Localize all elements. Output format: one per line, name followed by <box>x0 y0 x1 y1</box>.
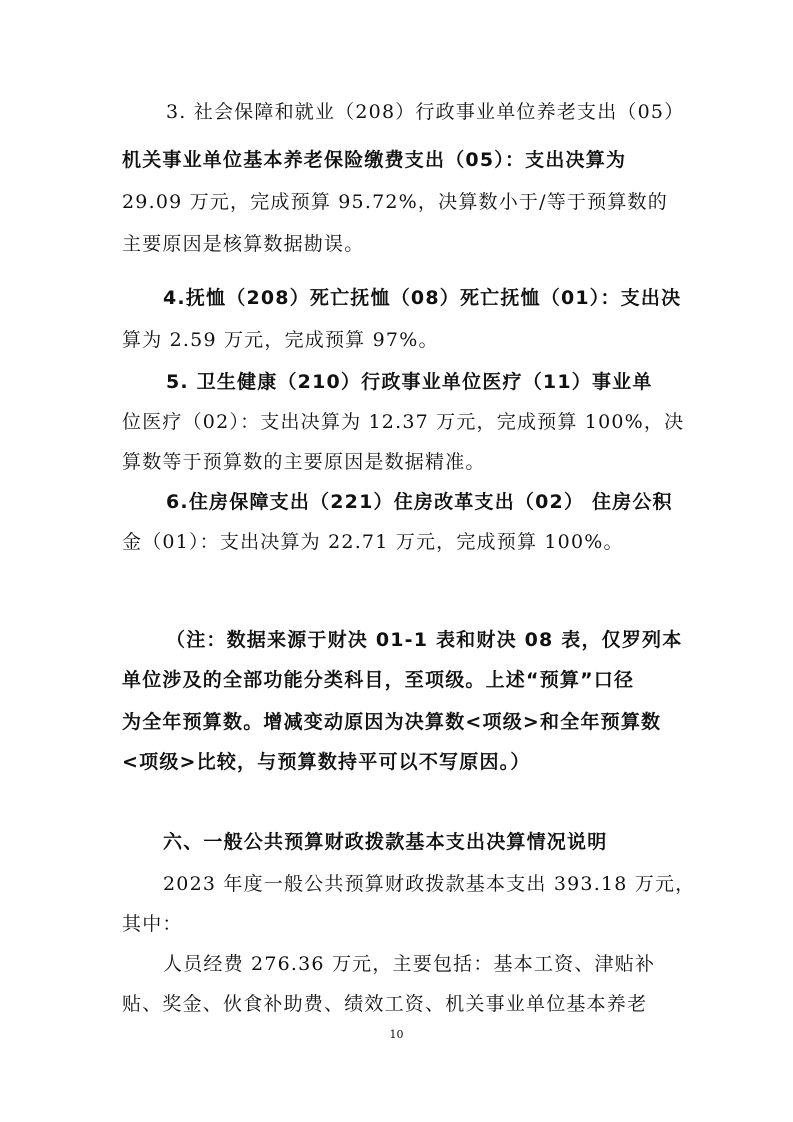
text-line: 5. 卫生健康（210）行政事业单位医疗（11）事业单 <box>166 371 653 393</box>
text-line: 算数等于预算数的主要原因是数据精准。 <box>122 451 486 473</box>
text-line: 贴、奖金、伙食补助费、绩效工资、机关事业单位基本养老 <box>122 993 648 1015</box>
text-line: 6.住房保障支出（221）住房改革支出（02） 住房公积 <box>166 491 673 513</box>
page-number: 10 <box>389 1028 404 1041</box>
text-line: 单位涉及的全部功能分类科目，至项级。上述“预算”口径 <box>122 669 635 691</box>
text-line: 4.抚恤（208）死亡抚恤（08）死亡抚恤（01）：支出决 <box>163 287 682 309</box>
text-line: 29.09 万元，完成预算 95.72%，决算数小于/等于预算数的 <box>122 191 668 213</box>
text-line: 其中： <box>122 913 183 935</box>
text-line: 主要原因是核算数据勘误。 <box>122 233 365 255</box>
text-line: 机关事业单位基本养老保险缴费支出（05）：支出决算为 <box>122 149 627 171</box>
text-line: 3. 社会保障和就业（208）行政事业单位养老支出（05） <box>166 101 685 123</box>
text-line: 金（01）：支出决算为 22.71 万元，完成预算 100%。 <box>122 531 624 553</box>
text-line: 人员经费 276.36 万元，主要包括：基本工资、津贴补 <box>163 953 656 975</box>
text-line: 算为 2.59 万元，完成预算 97%。 <box>122 329 439 351</box>
text-line: 2023 年度一般公共预算财政拨款基本支出 393.18 万元， <box>163 873 696 895</box>
text-line: <项级>比较，与预算数持平可以不写原因。） <box>122 751 531 773</box>
text-line: （注：数据来源于财决 01-1 表和财决 08 表，仅罗列本 <box>166 629 683 651</box>
text-line: 位医疗（02）：支出决算为 12.37 万元，完成预算 100%，决 <box>122 411 685 433</box>
section-heading: 六、一般公共预算财政拨款基本支出决算情况说明 <box>163 831 608 853</box>
text-line: 为全年预算数。增减变动原因为决算数<项级>和全年预算数 <box>122 711 662 733</box>
